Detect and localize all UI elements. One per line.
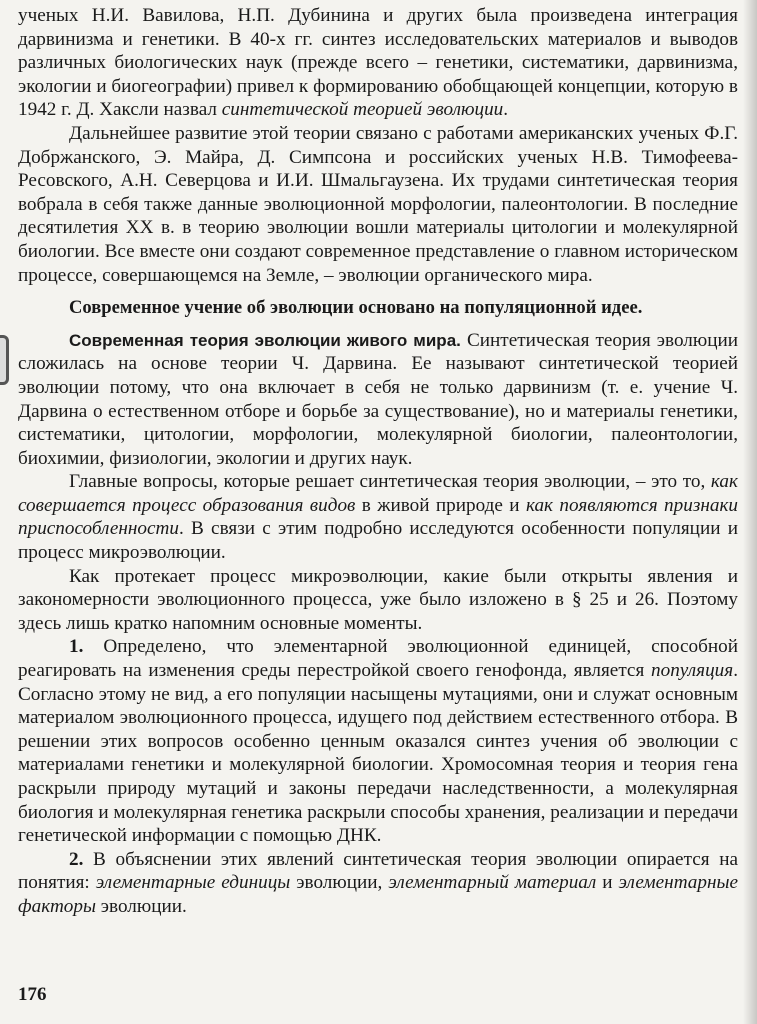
list-number-1: 1. xyxy=(69,636,84,658)
page-number: 176 xyxy=(18,984,47,1005)
paragraph-4: Главные вопросы, которые решает синтетическая теория эволюции, – это то, как совершается процесс образования видов в живой природе и как появляются признаки приспособленности. В связи с этим подробно исследуются особенности популяции и процесс микроэволюции. xyxy=(18,471,739,564)
list-number-2: 2. xyxy=(69,848,84,870)
page-body xyxy=(18,4,738,919)
key-statement: Современное учение об эволюции основано на популяционной идее. xyxy=(69,297,643,319)
margin-marker xyxy=(0,335,9,385)
term-elementary-factors: элементарные факторы xyxy=(18,872,739,917)
paragraph-6: 1. Определено, что элементарной эволюционной единицей, способной реагировать на изменения среды перестройкой своего генофонда, является популяция. Согласно этому не вид, а его популяции насыщены мутациями, они и служат основным материалом эволюционного процесса, идущего под действием естественного отбора. В решении этих вопросов особенно ценным оказался синтез учения об эволюции с материалами генетики и молекулярной биологии. Хромосомная теория и теория гена раскрыли природу мутаций и законы передачи наследственности, а молекулярная биология и молекулярная генетика раскрыли способы хранения, реализации и передачи генетической информации с помощью ДНК. xyxy=(18,636,738,847)
term-population: популяция xyxy=(651,660,734,682)
term-synthetic-theory: синтетической теорией эволюции xyxy=(221,99,504,121)
paragraph-2: Дальнейшее развитие этой теории связано с работами американских ученых Ф.Г. Добржанского, Э. Майра, Д. Симпсона и российских ученых Н.В. Тимофеева-Ресовского, А.Н. Северцова и И.И. Шмальгаузена. Их трудами синтетическая теория вобрала в себя также данные эволюционной морфологии, палеонтологии. В последние десятилетия XX в. в теорию эволюции вошли материалы цитологии и молекулярной биологии. Все вместе они создают современное представление о главном историческом процессе, совершающемся на Земле, – эволюции органического мира. xyxy=(18,122,738,286)
section-heading: Современная теория эволюции живого мира. xyxy=(69,330,461,350)
term-adaptation: как появляются признаки приспособленности xyxy=(18,494,739,540)
paragraph-3: Современная теория эволюции живого мира. Синтетическая теория эволюции сложилась на основе теории Ч. Дарвина. Ее называют синтетической теорией эволюции потому, что она включает в себя не только дарвинизм (т. е. учение Ч. Дарвина о естественном отборе и борьбе за существование), но и материалы генетики, систематики, цитологии, морфологии, молекулярной биологии, палеонтологии, биохимии, физиологии, экологии и других наук. xyxy=(18,329,738,469)
page-edge-shadow xyxy=(743,0,757,1024)
term-elementary-material: элементарный материал xyxy=(388,872,597,894)
paragraph-1: ученых Н.И. Вавилова, Н.П. Дубинина и других была произведена интеграция дарвинизма и генетики. В 40-х гг. синтез исследовательских материалов и выводов различных биологических наук (прежде всего – генетики, систематики, дарвинизма, экологии и биогеографии) привел к формированию обобщающей концепции, которую в 1942 г. Д. Хаксли назвал синтетической теорией эволюции. xyxy=(18,5,738,121)
term-elementary-units: элементарные единицы xyxy=(95,872,291,894)
term-speciation: как совершается процесс образования видов xyxy=(18,471,738,516)
paragraph-7: 2. В объяснении этих явлений синтетическая теория эволюции опирается на понятия: элементарные единицы эволюции, элементарный материал и элементарные факторы эволюции. xyxy=(18,848,739,917)
paragraph-5: Как протекает процесс микроэволюции, какие были открыты явления и закономерности эволюционного процесса, уже было изложено в § 25 и 26. Поэтому здесь лишь кратко напомним основные моменты. xyxy=(18,565,738,634)
